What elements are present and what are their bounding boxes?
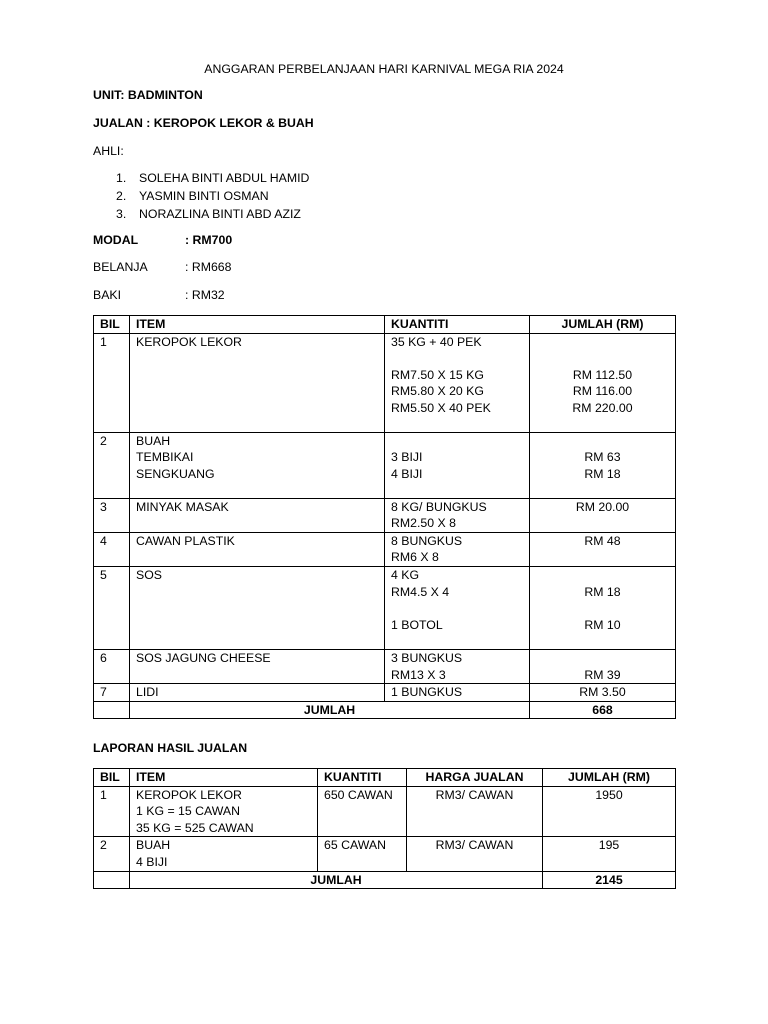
header-item: ITEM [130,316,385,334]
table-row [94,566,676,649]
amount-line: RM 20.00 [575,499,630,514]
cell-jumlah: 195 [543,837,676,871]
item-line: LIDI [136,685,159,700]
baki-value: : RM32 [185,288,225,302]
table-row [94,837,676,871]
amount-line: RM 116.00 [572,384,633,399]
amount-line: RM 112.50 [572,367,633,382]
member-number: 1. [116,171,127,185]
item-line: BUAH [136,433,171,448]
cell-harga: RM3/ CAWAN [407,786,543,837]
qty-line: RM2.50 X 8 [391,516,456,531]
baki-label: BAKI [93,288,122,302]
member-number: 2. [116,188,127,203]
cell-jumlah [530,333,676,432]
qty-line: 1 BOTOL [391,617,443,632]
amount-line: RM 18 [584,466,621,481]
qty-line: 3 BIJI [391,450,423,465]
cell-item [130,432,385,498]
member-name: NORAZLINA BINTI ABD AZIZ [139,206,301,221]
cell-kuantiti [385,684,530,702]
cell-empty [94,871,130,889]
budget-table [93,315,676,719]
header-jumlah: JUMLAH (RM) [530,316,676,334]
qty-line: RM5.50 X 40 PEK [391,400,491,415]
item-line: KEROPOK LEKOR [136,334,242,349]
belanja-label: BELANJA [93,260,148,274]
cell-bil: 7 [94,684,130,702]
item-line: SOS [136,567,162,582]
member-number: 3. [116,206,127,221]
amount-line: RM 39 [584,667,621,682]
modal-label: MODAL [93,233,139,247]
item-line: 1 KG = 15 CAWAN [136,804,240,819]
amount-line [530,433,675,450]
header-kuantiti: KUANTITI [318,769,407,787]
amount-line [530,334,675,351]
qty-line: 8 KG/ BUNGKUS [391,499,487,514]
table-row [94,649,676,683]
qty-line: RM6 X 8 [391,550,439,565]
cell-bil: 5 [94,566,130,649]
cell-kuantiti [385,532,530,566]
item-line: BUAH [136,838,171,853]
sales-report-heading: LAPORAN HASIL JUALAN [93,741,248,755]
cell-bil: 2 [94,432,130,498]
cell-kuantiti [385,498,530,532]
cell-bil: 1 [94,333,130,432]
total-label: JUMLAH [130,701,530,719]
total-label: JUMLAH [130,871,543,889]
amount-line [530,650,675,667]
header-kuantiti: KUANTITI [385,316,530,334]
cell-bil: 2 [94,837,130,871]
item-line: SENGKUANG [136,466,215,481]
qty-line: RM7.50 X 15 KG [391,367,484,382]
cell-jumlah [530,649,676,683]
table-header-row [94,769,676,787]
qty-line: 8 BUNGKUS [391,533,463,548]
table-header-row [94,316,676,334]
header-bil: BIL [94,769,130,787]
amount-line [530,567,675,584]
table-row [94,786,676,837]
cell-harga: RM3/ CAWAN [407,837,543,871]
item-line: 35 KG = 525 CAWAN [136,820,254,835]
cell-bil: 6 [94,649,130,683]
sales-table [93,768,676,889]
table-row [94,333,676,432]
amount-line: RM 220.00 [572,400,633,415]
qty-line [391,350,529,367]
item-line: MINYAK MASAK [136,499,229,514]
cell-item [130,566,385,649]
qty-line: RM13 X 3 [391,667,446,682]
qty-line: RM4.5 X 4 [391,584,450,599]
member-name: YASMIN BINTI OSMAN [139,188,269,203]
cell-kuantiti: 65 CAWAN [318,837,407,871]
cell-item [130,333,385,432]
cell-empty [94,701,130,719]
header-item: ITEM [130,769,318,787]
item-line: 4 BIJI [136,854,168,869]
cell-kuantiti [385,333,530,432]
table-total-row [94,871,676,889]
item-line: CAWAN PLASTIK [136,533,235,548]
cell-jumlah [530,432,676,498]
item-line: TEMBIKAI [136,450,194,465]
total-value: 668 [530,701,676,719]
amount-line [530,600,675,617]
table-row [94,432,676,498]
cell-item [130,684,385,702]
cell-bil: 1 [94,786,130,837]
jualan-label: JUALAN : KEROPOK LEKOR & BUAH [93,116,314,130]
belanja-value: : RM668 [185,260,232,274]
qty-line: 4 KG [391,567,420,582]
amount-line: RM 63 [584,450,621,465]
member-item [116,171,309,189]
ahli-label: AHLI: [93,144,124,158]
member-list [116,171,309,224]
cell-item [130,498,385,532]
qty-line: 3 BUNGKUS [391,650,463,665]
cell-bil: 3 [94,498,130,532]
qty-line [391,433,529,450]
table-total-row [94,701,676,719]
cell-item [130,649,385,683]
cell-jumlah [530,498,676,532]
header-jumlah: JUMLAH (RM) [543,769,676,787]
cell-bil: 4 [94,532,130,566]
cell-kuantiti [385,432,530,498]
amount-line: RM 18 [584,584,621,599]
qty-line: 4 BIJI [391,466,423,481]
table-row [94,532,676,566]
cell-jumlah [530,684,676,702]
item-line: KEROPOK LEKOR [136,787,242,802]
cell-kuantiti: 650 CAWAN [318,786,407,837]
amount-line [530,350,675,367]
qty-line: RM5.80 X 20 KG [391,384,484,399]
member-name: SOLEHA BINTI ABDUL HAMID [139,171,310,185]
cell-kuantiti [385,649,530,683]
total-value: 2145 [543,871,676,889]
cell-jumlah [530,566,676,649]
amount-line: RM 48 [584,533,621,548]
qty-line: 1 BUNGKUS [391,685,463,700]
member-item [116,207,309,225]
header-bil: BIL [94,316,130,334]
item-line: SOS JAGUNG CHEESE [136,650,271,665]
qty-line: 35 KG + 40 PEK [391,334,482,349]
cell-jumlah [530,532,676,566]
qty-line [391,600,529,617]
table-row [94,684,676,702]
amount-line: RM 10 [584,617,621,632]
table-row [94,498,676,532]
cell-item [130,837,318,871]
header-harga: HARGA JUALAN [407,769,543,787]
cell-jumlah: 1950 [543,786,676,837]
amount-line: RM 3.50 [579,685,626,700]
cell-item [130,532,385,566]
member-item [116,189,309,207]
document-title: ANGGARAN PERBELANJAAN HARI KARNIVAL MEGA RIA 2024 [204,62,564,76]
cell-item [130,786,318,837]
modal-value: : RM700 [185,233,233,247]
cell-kuantiti [385,566,530,649]
unit-label: UNIT: BADMINTON [93,88,203,102]
